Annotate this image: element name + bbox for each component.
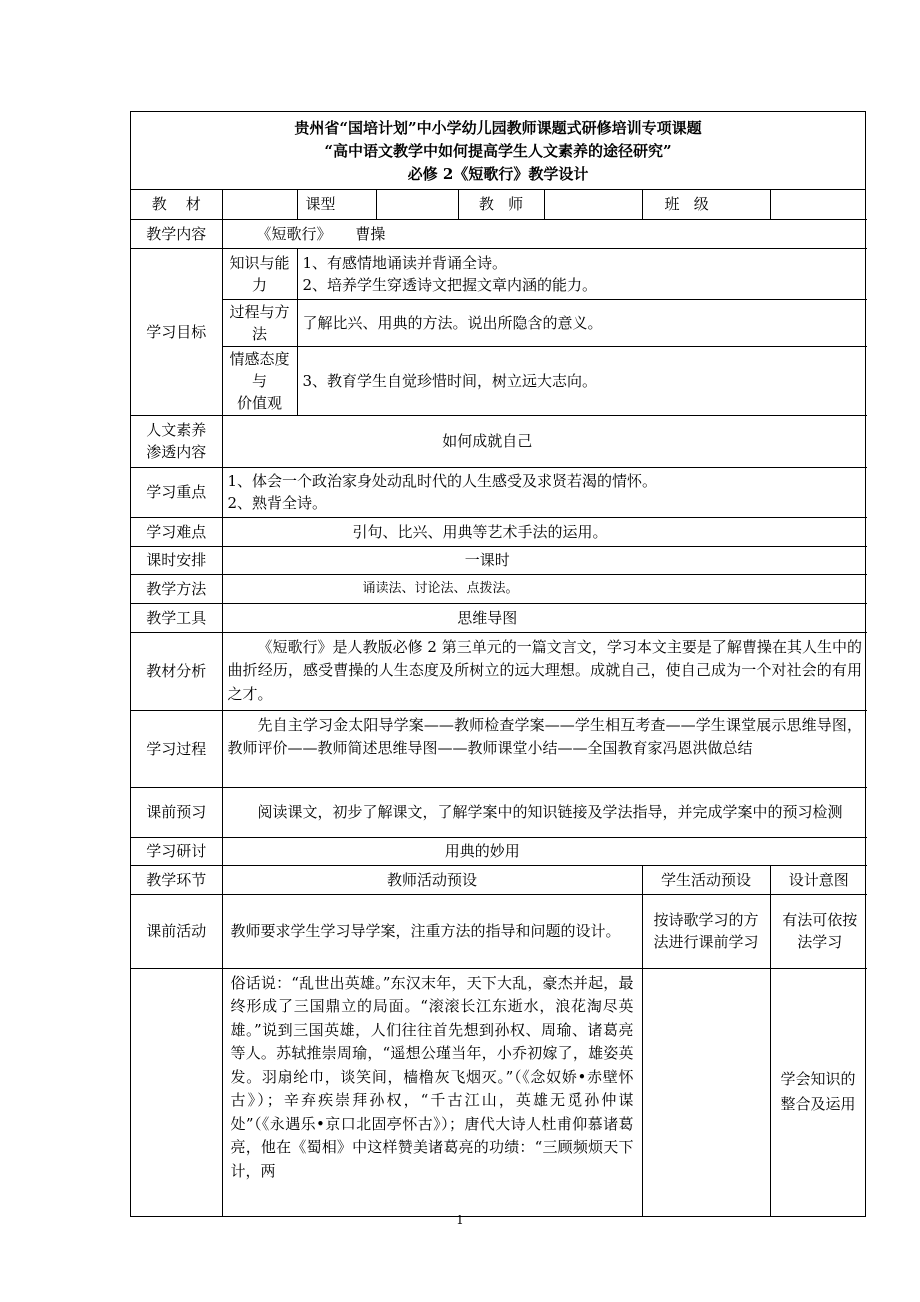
- column-header-row: [131, 865, 867, 894]
- emotion-label-line-2: 价值观: [236, 393, 282, 412]
- process-method-label: 过程与方法: [222, 299, 297, 346]
- emotion-label-line-1: 情感态度与: [229, 349, 290, 390]
- class-label: 班 级: [642, 190, 770, 219]
- preview-label: 课前预习: [131, 787, 222, 837]
- methods-value: 诵读法、讨论法、点拨法。: [222, 574, 867, 603]
- process-label: 学习过程: [131, 710, 222, 787]
- knowledge-label: 知识与能力: [222, 248, 297, 299]
- intro-row: [131, 968, 867, 1216]
- stage-column-header: 教学环节: [131, 865, 222, 894]
- humanity-label: [131, 415, 222, 467]
- analysis-value: 《短歌行》是人教版必修 2 第三单元的一篇文言文，学习本文主要是了解曹操在其人生中的曲折经历，感受曹操的人生态度及所树立的远大理想。成就自己，使自己成为一个对社会的有用之才。: [222, 632, 867, 710]
- key-point-2: 2、熟背全诗。: [227, 494, 328, 512]
- lesson-title: 必修 2《短歌行》教学设计: [407, 165, 589, 183]
- project-title: 贵州省“国培计划”中小学幼儿园教师课题式研修培训专项课题: [294, 119, 702, 137]
- methods-label: 教学方法: [131, 574, 222, 603]
- pre-class-teacher: 教师要求学生学习导学案，注重方法的指导和问题的设计。: [222, 894, 642, 968]
- teacher-label: 教 师: [458, 190, 544, 219]
- knowledge-item-1: 1、有感情地诵读并背诵全诗。: [302, 253, 508, 272]
- schedule-value: 一课时: [222, 546, 867, 574]
- textbook-label: 教 材: [131, 190, 222, 219]
- pre-class-intent: 有法可依按法学习: [770, 894, 867, 968]
- goals-emotion-row: [131, 346, 867, 415]
- process-method-value: 了解比兴、用典的方法。说出所隐含的意义。: [297, 299, 867, 346]
- key-point-1: 1、体会一个政治家身处动乱时代的人生感受及求贤若渴的情怀。: [227, 472, 658, 490]
- content-value: 《短歌行》 曹操: [222, 219, 867, 248]
- class-value: [770, 190, 867, 219]
- goals-label: 学习目标: [131, 248, 222, 415]
- schedule-row: [131, 546, 867, 574]
- humanity-label-line-1: 人文素养: [146, 421, 207, 439]
- info-row: [131, 190, 867, 219]
- intro-stage: [131, 968, 222, 1216]
- page-number: 1: [456, 1213, 464, 1227]
- teacher-value: [544, 190, 642, 219]
- schedule-label: 课时安排: [131, 546, 222, 574]
- content-row: [131, 219, 867, 248]
- emotion-value: 3、教育学生自觉珍惜时间，树立远大志向。: [297, 346, 867, 415]
- preview-value: 阅读课文，初步了解课文，了解学案中的知识链接及学法指导，并完成学案中的预习检测: [222, 787, 867, 837]
- goals-knowledge-row: [131, 248, 867, 299]
- research-title: “高中语文教学中如何提高学生人文素养的途径研究”: [324, 142, 672, 160]
- difficulty-value: 引句、比兴、用典等艺术手法的运用。: [222, 517, 867, 546]
- tools-label: 教学工具: [131, 603, 222, 632]
- difficulty-row: [131, 517, 867, 546]
- key-points-row: [131, 467, 867, 517]
- goals-process-row: [131, 299, 867, 346]
- study-row: [131, 837, 867, 865]
- textbook-value: [222, 190, 297, 219]
- key-points-label: 学习重点: [131, 467, 222, 517]
- intent-column-header: 设计意图: [770, 865, 867, 894]
- difficulty-label: 学习难点: [131, 517, 222, 546]
- lesson-plan-sheet: [130, 111, 866, 1217]
- methods-row: [131, 574, 867, 603]
- preview-row: [131, 787, 867, 837]
- content-label: 教学内容: [131, 219, 222, 248]
- humanity-row: [131, 415, 867, 467]
- type-label: 课型: [297, 190, 376, 219]
- intro-student: [642, 968, 770, 1216]
- lesson-plan-table: [131, 190, 867, 1216]
- process-row: [131, 710, 867, 787]
- humanity-value: 如何成就自己: [222, 415, 867, 467]
- humanity-label-line-2: 渗透内容: [146, 443, 207, 461]
- knowledge-item-2: 2、培养学生穿透诗文把握文章内涵的能力。: [302, 275, 598, 294]
- student-column-header: 学生活动预设: [642, 865, 770, 894]
- emotion-label: [222, 346, 297, 415]
- analysis-label: 教材分析: [131, 632, 222, 710]
- pre-class-student: 按诗歌学习的方法进行课前学习: [642, 894, 770, 968]
- knowledge-value: [297, 248, 867, 299]
- intro-teacher: 俗话说：“乱世出英雄。”东汉末年，天下大乱，豪杰并起，最终形成了三国鼎立的局面。“滚滚长江东逝水，浪花淘尽英雄。”说到三国英雄，人们往往首先想到孙权、周瑜、诸葛亮等人。苏轼推崇周瑜，“遥想公瑾当年，小乔初嫁了，雄姿英发。羽扇纶巾，谈笑间，樯橹灰飞烟灭。”（《念奴娇•赤壁怀古》）；辛弃疾崇拜孙权，“千古江山，英雄无觅孙仲谋处”（《永遇乐•京口北固亭怀古》）；唐代大诗人杜甫仰慕诸葛亮，他在《蜀相》中这样赞美诸葛亮的功绩：“三顾频烦天下计，两: [222, 968, 642, 1216]
- process-value: 先自主学习金太阳导学案——教师检查学案——学生相互考查——学生课堂展示思维导图，教师评价——教师简述思维导图——教师课堂小结——全国教育家冯恩洪做总结: [222, 710, 867, 787]
- tools-row: [131, 603, 867, 632]
- study-value: 用典的妙用: [222, 837, 867, 865]
- analysis-row: [131, 632, 867, 710]
- key-points-value: [222, 467, 867, 517]
- tools-value: 思维导图: [222, 603, 867, 632]
- study-label: 学习研讨: [131, 837, 222, 865]
- intro-intent: 学会知识的整合及运用: [770, 968, 867, 1216]
- pre-class-row: [131, 894, 867, 968]
- type-value: [376, 190, 458, 219]
- teacher-column-header: 教师活动预设: [222, 865, 642, 894]
- document-header: [131, 112, 865, 190]
- pre-class-stage: 课前活动: [131, 894, 222, 968]
